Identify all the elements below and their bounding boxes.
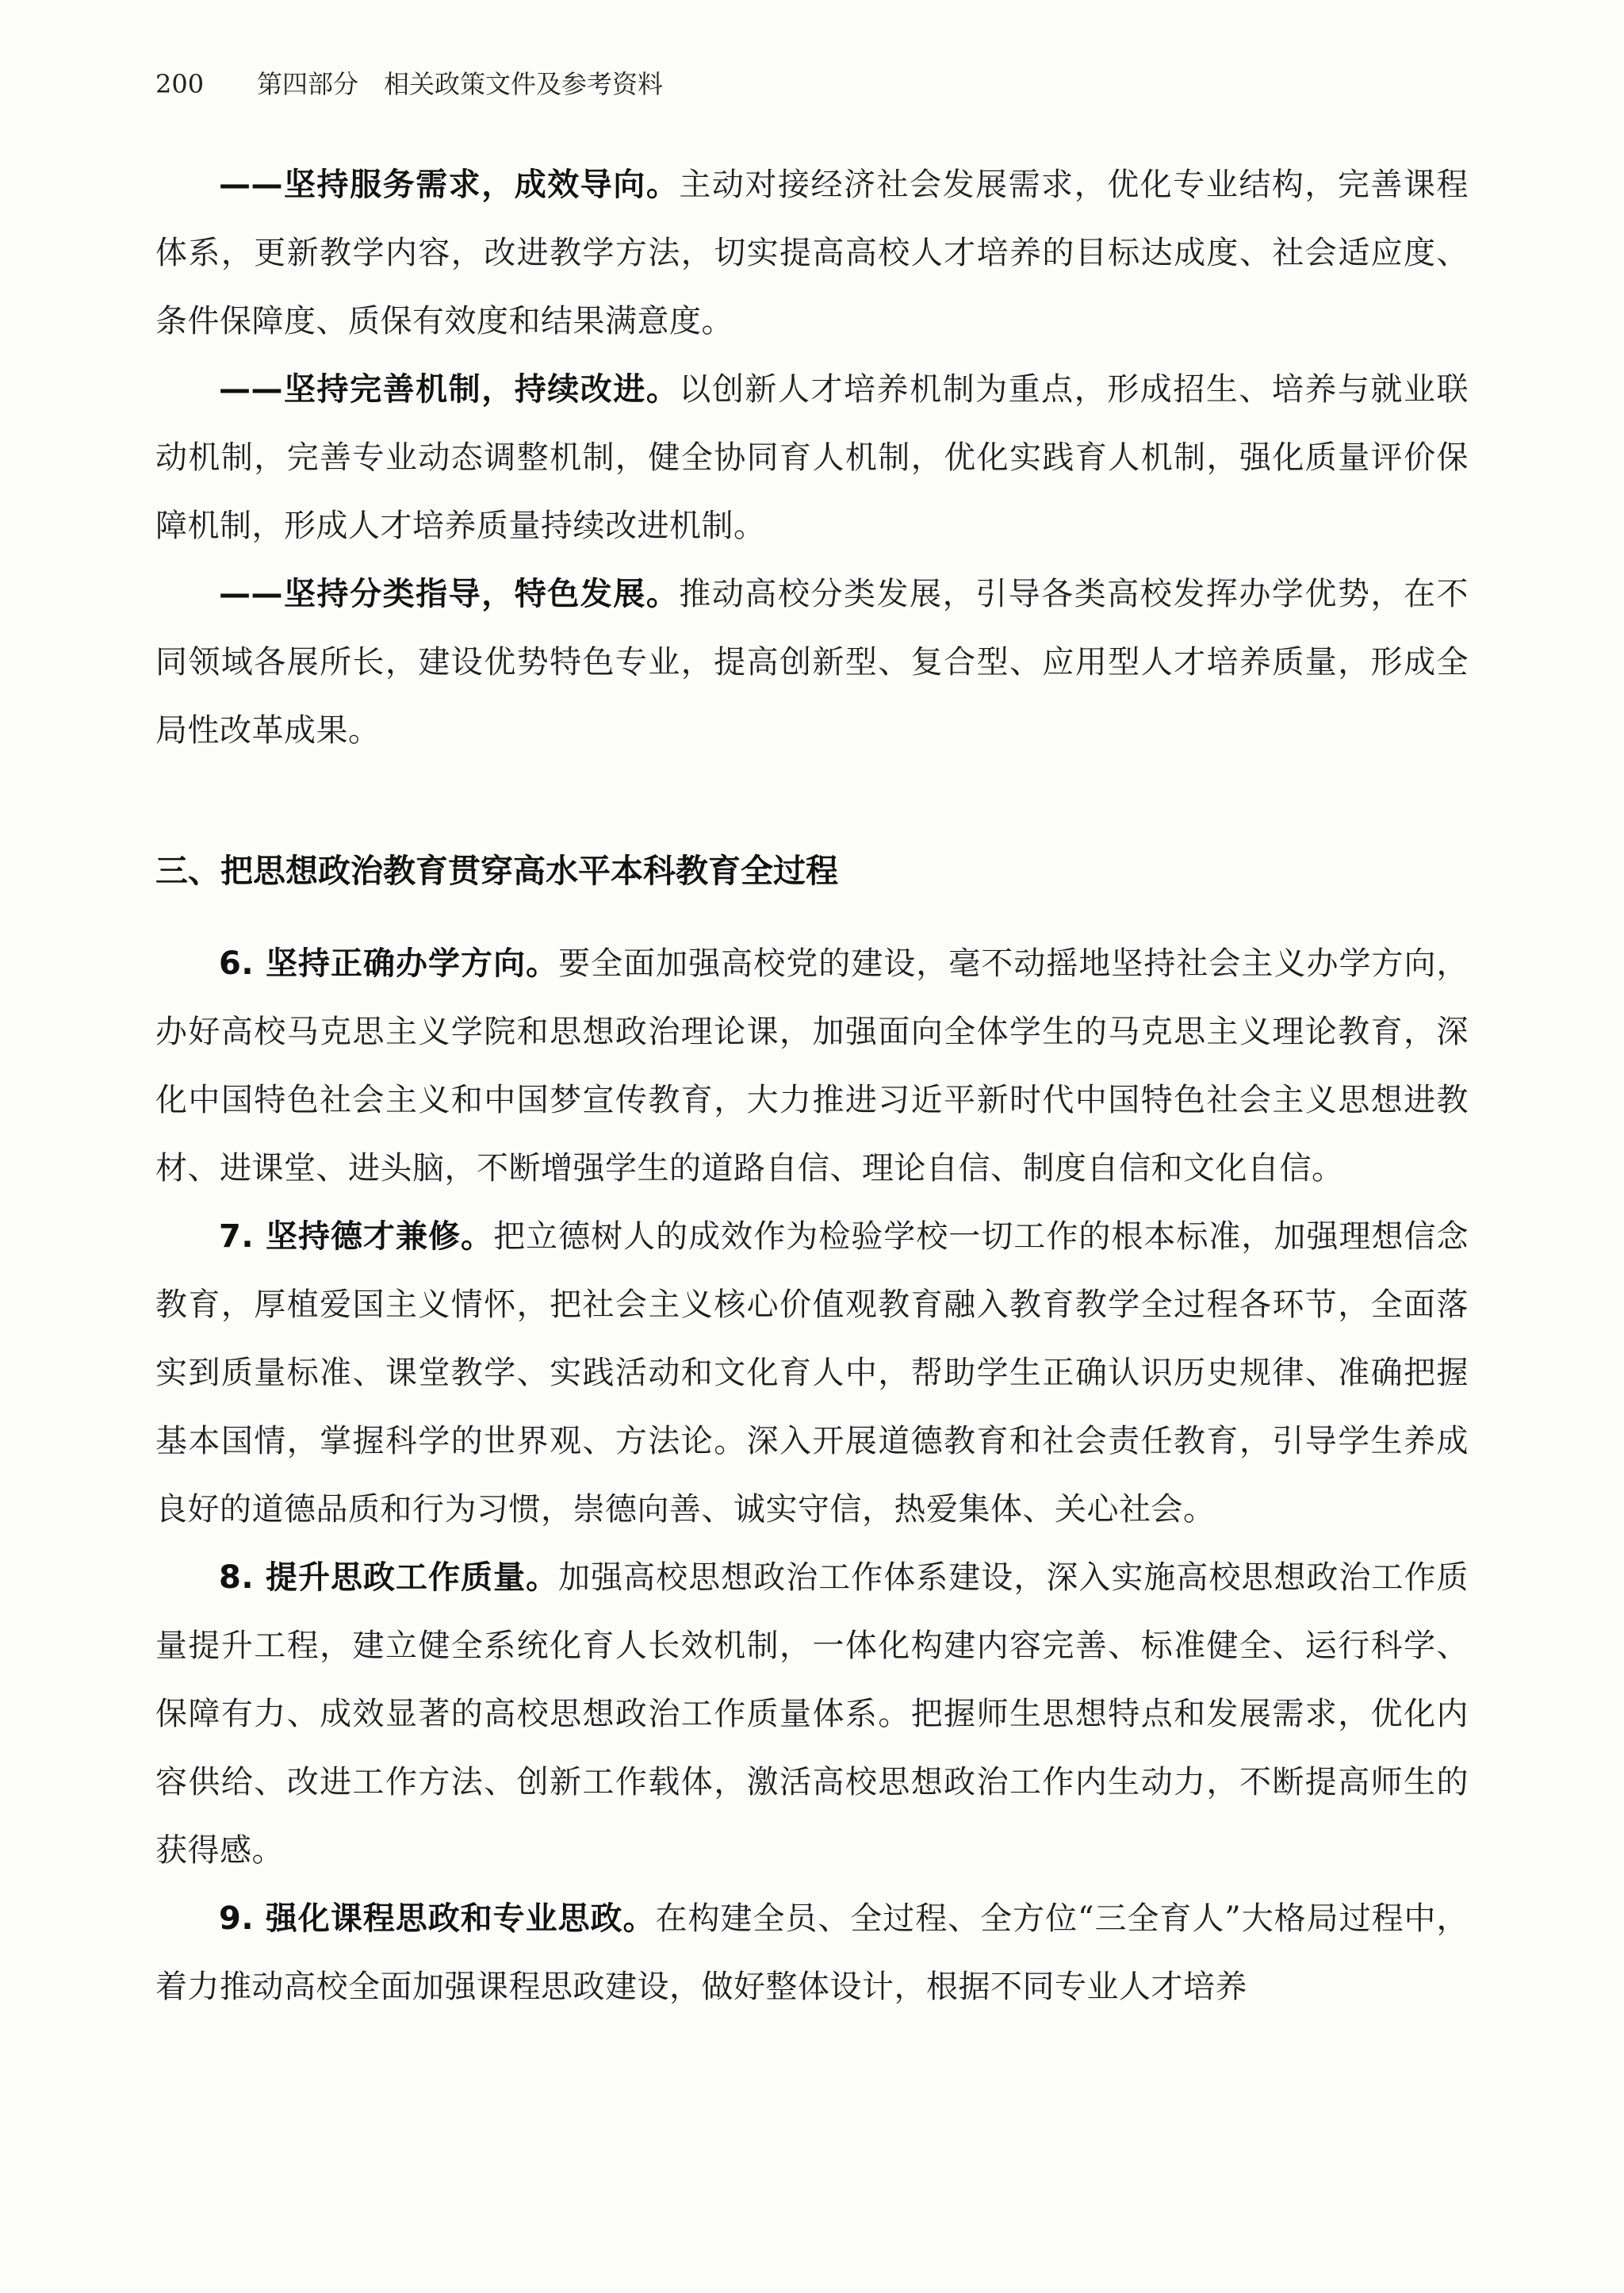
section-heading: 三、把思想政治教育贯穿高水平本科教育全过程	[155, 852, 838, 890]
paragraph-body: 把立德树人的成效作为检验学校一切工作的根本标准，加强理想信念教育，厚植爱国主义情怀，把社会主义核心价值观教育融入教育教学全过程各环节，全面落实到质量标准、课堂教学、实践活动和文化育人中，帮助学生正确认识历史规律、准确把握基本国情，掌握科学的世界观、方法论。深入开展道德教育和社会责任教育，引导学生养成良好的道德品质和行为习惯，崇德向善、诚实守信，热爱集体、关心社会。	[155, 1218, 1469, 1528]
paragraph-body: 加强高校思想政治工作体系建设，深入实施高校思想政治工作质量提升工程，建立健全系统化育人长效机制，一体化构建内容完善、标准健全、运行科学、保障有力、成效显著的高校思想政治工作质量体系。把握师生思想特点和发展需求，优化内容供给、改进工作方法、创新工作载体，激活高校思想政治工作内生动力，不断提高师生的获得感。	[155, 1559, 1469, 1869]
paragraph-lead: ——坚持完善机制，持续改进。	[219, 371, 680, 408]
item-paragraph-7	[155, 1202, 1469, 1543]
page-number: 200	[155, 69, 205, 99]
paragraph-body: 在构建全员、全过程、全方位“三全育人”大格局过程中，着力推动高校全面加强课程思政建设，做好整体设计，根据不同专业人才培养	[155, 1900, 1469, 2005]
body-text	[155, 151, 1469, 2021]
paragraph-body: 要全面加强高校党的建设，毫不动摇地坚持社会主义办学方向，办好高校马克思主义学院和思想政治理论课，加强面向全体学生的马克思主义理论教育，深化中国特色社会主义和中国梦宣传教育，大力推进习近平新时代中国特色社会主义思想进教材、进课堂、进头脑，不断增强学生的道路自信、理论自信、制度自信和文化自信。	[155, 945, 1469, 1187]
paragraph-lead: ——坚持服务需求，成效导向。	[219, 167, 680, 203]
principle-paragraph-service	[155, 151, 1469, 355]
running-header	[155, 67, 663, 102]
item-paragraph-9	[155, 1885, 1469, 2021]
paragraph-lead: ——坚持分类指导，特色发展。	[219, 576, 680, 612]
item-paragraph-6	[155, 930, 1469, 1202]
principle-paragraph-classification	[155, 560, 1469, 765]
paragraph-body: 以创新人才培养机制为重点，形成招生、培养与就业联动机制，完善专业动态调整机制，健全协同育人机制，优化实践育人机制，强化质量评价保障机制，形成人才培养质量持续改进机制。	[155, 371, 1469, 544]
paragraph-lead: 6. 坚持正确办学方向。	[219, 945, 559, 982]
header-section-title: 第四部分 相关政策文件及参考资料	[257, 69, 664, 99]
item-paragraph-8	[155, 1543, 1469, 1885]
paragraph-lead: 8. 提升思政工作质量。	[219, 1559, 559, 1596]
paragraph-body: 推动高校分类发展，引导各类高校发挥办学优势，在不同领域各展所长，建设优势特色专业，提高创新型、复合型、应用型人才培养质量，形成全局性改革成果。	[155, 576, 1469, 749]
paragraph-lead: 7. 坚持德才兼修。	[219, 1218, 494, 1255]
paragraph-body: 主动对接经济社会发展需求，优化专业结构，完善课程体系，更新教学内容，改进教学方法，切实提高高校人才培养的目标达成度、社会适应度、条件保障度、质保有效度和结果满意度。	[155, 167, 1469, 339]
paragraph-lead: 9. 强化课程思政和专业思政。	[219, 1900, 656, 1937]
principle-paragraph-mechanism	[155, 355, 1469, 560]
